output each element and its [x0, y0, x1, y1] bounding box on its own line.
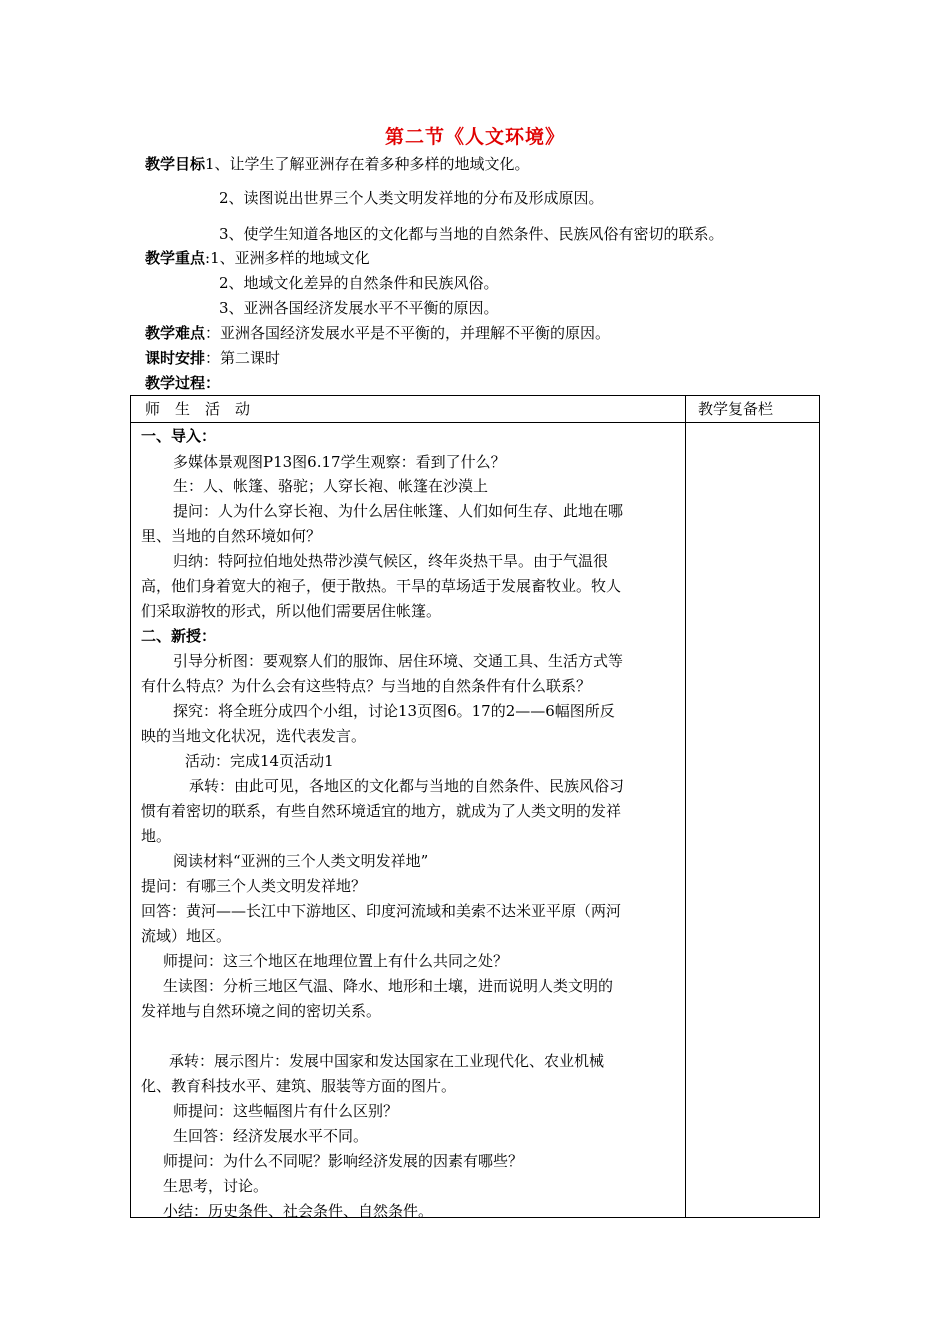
key-point-1: :1、亚洲多样的地域文化 [205, 249, 370, 267]
schedule-line [145, 348, 280, 368]
header-review: 教学复备栏 [686, 396, 820, 423]
text-line: 多媒体景观图P13图6.17学生观察：看到了什么？ [173, 453, 506, 471]
text-line: 化、教育科技水平、建筑、服装等方面的图片。 [141, 1077, 457, 1095]
text-line: 高，他们身着宽大的袍子，便于散热。干旱的草场适于发展畜牧业。牧人 [141, 577, 622, 595]
text-line: 生回答：经济发展水平不同。 [173, 1127, 369, 1145]
text-line: 承转：由此可见，各地区的文化都与当地的自然条件、民族风俗习 [189, 777, 625, 795]
text-line: 流域）地区。 [141, 927, 232, 945]
text-line: 活动：完成14页活动1 [185, 752, 334, 770]
section-intro-heading: 一、导入： [141, 427, 217, 445]
text-line: 师提问：这三个地区在地理位置上有什么共同之处？ [163, 952, 509, 970]
difficulty-text: ：亚洲各国经济发展水平是不平衡的，并理解不平衡的原因。 [205, 324, 611, 342]
difficulty-line [145, 323, 610, 343]
activities-cell [131, 423, 686, 1218]
lesson-table [130, 395, 820, 1218]
text-line: 映的当地文化状况，选代表发言。 [141, 727, 367, 745]
difficulty-label: 教学难点 [145, 324, 206, 342]
text-line: 生：人、帐篷、骆驼；人穿长袍、帐篷在沙漠上 [173, 477, 489, 495]
text-line: 回答：黄河——长江中下游地区、印度河流域和美索不达米亚平原（两河 [141, 902, 622, 920]
page-title: 第二节《人文环境》 [384, 126, 565, 148]
review-cell [686, 423, 820, 1218]
text-line: 师提问：这些幅图片有什么区别？ [173, 1102, 399, 1120]
goal-item-3: 3、使学生知道各地区的文化都与当地的自然条件、民族风俗有密切的联系。 [219, 225, 724, 243]
text-line: 发祥地与自然环境之间的密切关系。 [141, 1002, 382, 1020]
text-line: 引导分析图：要观察人们的服饰、居住环境、交通工具、生活方式等 [173, 652, 624, 670]
process-line [145, 373, 220, 393]
header-activities: 师 生 活 动 [131, 396, 686, 423]
text-line: 里、当地的自然环境如何？ [141, 527, 322, 545]
text-line: 地。 [141, 827, 172, 845]
table-body-row [131, 423, 820, 1218]
text-line: 提问：人为什么穿长袍、为什么居住帐篷、人们如何生存、此地在哪 [173, 502, 624, 520]
schedule-text: ：第二课时 [205, 349, 281, 367]
goals-line-1 [145, 154, 530, 174]
key-points-line-1 [145, 248, 370, 268]
text-line: 归纳：特阿拉伯地处热带沙漠气候区，终年炎热干旱。由于气温很 [173, 552, 609, 570]
text-line: 阅读材料“亚洲的三个人类文明发祥地” [173, 852, 429, 870]
text-line: 生思考，讨论。 [163, 1177, 269, 1195]
key-point-3: 3、亚洲各国经济发展水平不平衡的原因。 [219, 299, 499, 317]
key-point-2: 2、地域文化差异的自然条件和民族风俗。 [219, 274, 499, 292]
goals-label: 教学目标 [145, 155, 206, 173]
table-header-row [131, 396, 820, 423]
text-line: 小结：历史条件、社会条件、自然条件。 [163, 1202, 434, 1220]
goal-item-2: 2、读图说出世界三个人类文明发祥地的分布及形成原因。 [219, 189, 604, 207]
key-points-label: 教学重点 [145, 249, 206, 267]
text-line: 惯有着密切的联系，有些自然环境适宜的地方，就成为了人类文明的发祥 [141, 802, 622, 820]
text-line: 生读图：分析三地区气温、降水、地形和土壤，进而说明人类文明的 [163, 977, 614, 995]
process-label: 教学过程： [145, 374, 221, 392]
section-new-heading: 二、新授： [141, 627, 217, 645]
goal-item-1: 1、让学生了解亚洲存在着多种多样的地域文化。 [205, 155, 530, 173]
text-line: 师提问：为什么不同呢？影响经济发展的因素有哪些？ [163, 1152, 524, 1170]
text-line: 提问：有哪三个人类文明发祥地？ [141, 877, 367, 895]
text-line: 承转：展示图片：发展中国家和发达国家在工业现代化、农业机械 [169, 1052, 605, 1070]
schedule-label: 课时安排 [145, 349, 206, 367]
text-line: 们采取游牧的形式，所以他们需要居住帐篷。 [141, 602, 442, 620]
text-line: 有什么特点？为什么会有这些特点？与当地的自然条件有什么联系？ [141, 677, 592, 695]
text-line: 探究：将全班分成四个小组，讨论13页图6。17的2——6幅图所反 [173, 702, 615, 720]
